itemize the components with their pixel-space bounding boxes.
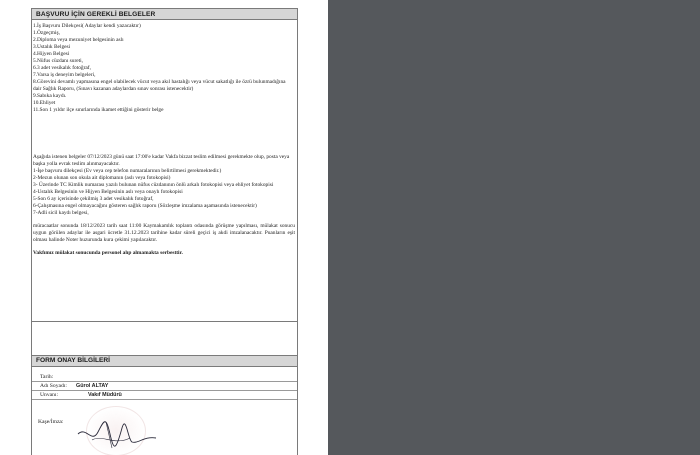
list-item: 6.3 adet vesikalık fotoğraf, (33, 65, 91, 71)
interview-paragraph: müracaatlar sonunda 18/12/2023 tarih saat 11:00 Kaymakamlık toplantı odasında görüşme yapılması, mülakat sonucu uygun görülen adaylar ile asgari ücretle 31.12.2023 tarihine kadar süreli geçici iş akdi imzalanacaktır. Puanların eşit olması halinde Noter huzurunda kura çekimi yapılacaktır. (33, 223, 295, 243)
requirements-section-body (32, 20, 297, 322)
list-item: 11.Son 1 yıldır ilçe sınırlarında ikamet ettiğini gösterir belge (33, 107, 164, 113)
list-item: 2-Mezun olunan son okula ait diplomanın (aslı veya fotokopisi) (33, 175, 171, 181)
date-label: Tarih: (40, 374, 54, 380)
requirements-section-title: BAŞVURU İÇİN GEREKLİ BELGELER (32, 9, 297, 20)
name-value: Gürol ALTAY (76, 383, 109, 389)
approval-section-header (32, 355, 297, 367)
date-row (32, 373, 297, 382)
foundation-note: Vakfımız mülakat sonucunda personel alıp almamakta serbesttir. (33, 250, 183, 256)
list-item: 9.Sabıka kaydı. (33, 93, 67, 99)
title-label: Unvanı: (40, 392, 59, 398)
list-item: 3- Üzerinde TC Kimlik numarası yazılı bulunan nüfus cüzdanının önlü arkalı fotokopisi veya ehliyet fotokopisi (33, 182, 274, 188)
title-row (32, 391, 297, 400)
list-item: 7.Varsa iş deneyim belgeleri, (33, 72, 96, 78)
list-item: 5.Nüfus cüzdanı sureti, (33, 58, 84, 64)
submission-intro: Aşağıda istenen belgeler 07/12/2023 günü saat 17:00'e kadar Vakfa bizzat teslim edilmesi gerekmekte olup, posta veya başka yolla evrak teslim alınmayacaktır. (33, 154, 290, 167)
list-item: 3.Ustalık Belgesi (33, 44, 71, 50)
list-item: 4-Ustalık Belgesinin ve Hijyen Belgesinin aslı veya onaylı fotokopisi (33, 189, 183, 195)
name-label: Adı Soyadı: (40, 383, 67, 389)
list-item: 4.Hijyen Belgesi (33, 51, 70, 57)
signature-label: Kaşe/İmza: (38, 419, 64, 425)
list-item: 5-Son 6 ay içerisinde çekilmiş 3 adet vesikalık fotoğraf, (33, 196, 154, 202)
list-item: 6-Çalışmasına engel olmayacağını gösteren sağlık raporu (Sözleşme imzalama aşamasında istenecektir) (33, 203, 257, 209)
required-documents-list (33, 23, 295, 114)
list-item: 8.Görevini devamlı yapmasına engel olabilecek vücut veya akıl hastalığı veya vücut sakatlığı ile özrü bulunmadığına dair Sağlık Raporu, (Sınavı kazanan adaylardan sınav sonrası istenecektir) (33, 79, 286, 92)
list-item: 1.Özgeçmiş, (33, 30, 60, 36)
submission-instructions (33, 154, 295, 257)
list-item: 1-İşe başvuru dilekçesi (Ev veya cep telefon numaralarının belirtilmesi gerekmektedir.) (33, 168, 222, 174)
list-item: 7-Adli sicil kaydı belgesi, (33, 210, 89, 216)
list-item: 1.İş Başvuru Dilekçesi( Adaylar kendi yazacaktır) (33, 23, 141, 29)
title-value: Vakıf Müdürü (88, 392, 122, 398)
list-item: 10.Ehliyet (33, 100, 56, 106)
signature-row (32, 400, 297, 455)
list-item: 2.Diploma veya mezuniyet belgesinin aslı (33, 37, 124, 43)
signature-image (72, 404, 162, 454)
form-frame (31, 8, 298, 455)
pdf-page (0, 0, 328, 455)
name-row (32, 382, 297, 391)
approval-section-title: FORM ONAY BİLGİLERİ (36, 357, 111, 364)
